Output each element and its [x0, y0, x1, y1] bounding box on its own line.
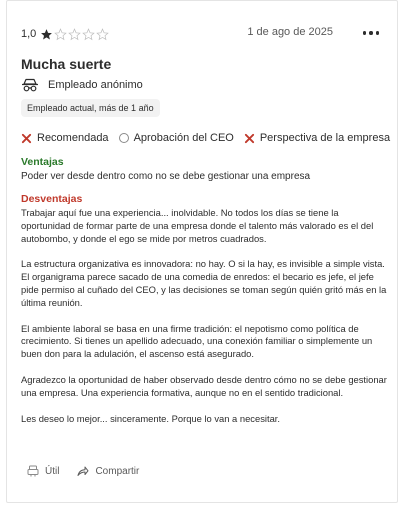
- star-empty-icon: [68, 28, 81, 41]
- review-date: 1 de ago de 2025: [247, 26, 333, 38]
- recommendation-row: [21, 129, 391, 147]
- share-label: Compartir: [95, 465, 140, 477]
- recommendation-label: Aprobación del CEO: [133, 132, 234, 144]
- more-options-icon[interactable]: [359, 25, 383, 41]
- star-empty-icon: [82, 28, 95, 41]
- cons-heading: Desventajas: [21, 193, 83, 205]
- share-icon: [77, 465, 89, 477]
- star-filled-icon: [40, 28, 53, 41]
- cons-paragraph: El ambiente laboral se basa en una firme tradición: el nepotismo como política de crecimiento. Si tienes un apellido adecuado, una conexión familiar o simplemente un buen don para la adulación, el ascenso está asegurado.: [21, 322, 373, 360]
- useful-button[interactable]: [27, 465, 59, 477]
- x-icon: [244, 133, 255, 144]
- rating-value: 1,0: [21, 28, 37, 40]
- helpful-icon: [27, 465, 39, 477]
- author-name: Empleado anónimo: [48, 79, 143, 91]
- pros-text: Poder ver desde dentro como no se debe gestionar una empresa: [21, 171, 311, 182]
- review-actions: [27, 462, 139, 480]
- neutral-circle-icon: [119, 133, 129, 143]
- review-title: Mucha suerte: [21, 56, 112, 72]
- star-rating: [40, 28, 109, 41]
- recommendation-label: Recomendada: [37, 132, 109, 144]
- recommendation-item: [119, 132, 234, 144]
- recommendation-label: Perspectiva de la empresa: [259, 132, 391, 144]
- recommendation-item: [244, 132, 390, 144]
- incognito-icon: [21, 78, 39, 92]
- employment-status-badge: Empleado actual, más de 1 año: [21, 99, 160, 117]
- pros-heading: Ventajas: [21, 156, 64, 168]
- share-button[interactable]: [77, 465, 139, 477]
- x-icon: [21, 133, 32, 144]
- cons-paragraph: Agradezco la oportunidad de haber observado desde dentro cómo no se debe gestionar una empresa. Una experiencia formativa, aunque no en el sentido tradicional.: [21, 373, 387, 398]
- review-header: [21, 25, 383, 43]
- cons-text: [21, 207, 389, 438]
- cons-paragraph: Les deseo lo mejor... sinceramente. Porque lo van a necesitar.: [21, 412, 281, 424]
- cons-paragraph: Trabajar aquí fue una experiencia... inolvidable. No todos los días se tiene la oportunidad de formar parte de una empresa donde el talento más valorado es el del autobombo, y donde el ego se mide por metros cuadrados.: [21, 207, 374, 244]
- recommendation-item: [21, 132, 109, 144]
- cons-paragraph: La estructura organizativa es innovadora: no hay. O si la hay, es invisible a simple vista. El organigrama parece sacado de una comedia de enredos: el becario es jefe, el jefe pide permiso al cuñado del CEO, y las decisiones se toman según quién gritó más en la última reunión.: [21, 258, 387, 308]
- review-author: [21, 75, 143, 95]
- review-card: [6, 0, 398, 503]
- useful-label: Útil: [45, 465, 60, 477]
- star-empty-icon: [96, 28, 109, 41]
- star-empty-icon: [54, 28, 67, 41]
